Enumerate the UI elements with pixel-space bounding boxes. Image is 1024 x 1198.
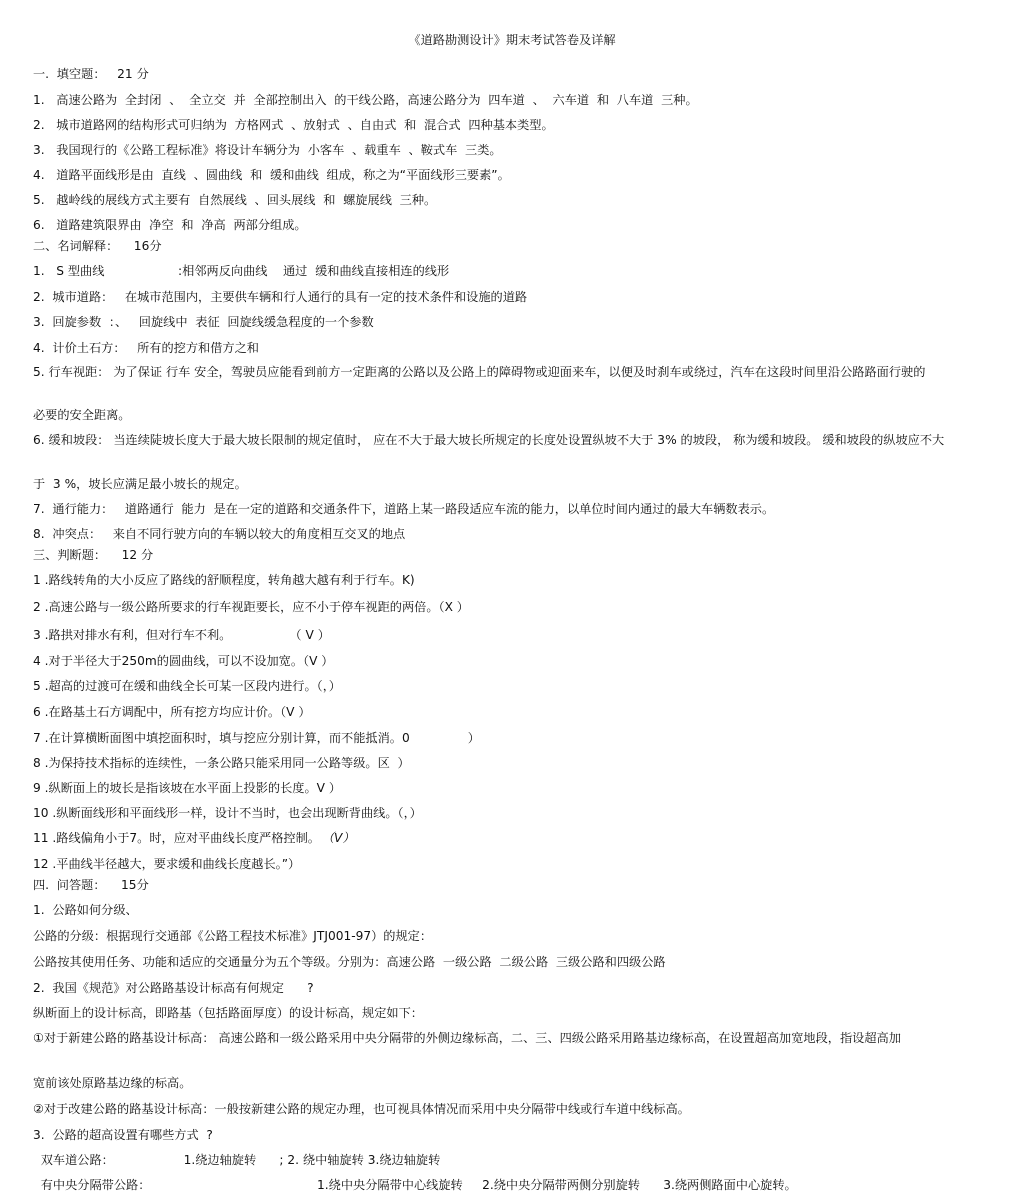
section-fill-blank-heading: 一. 填空题： 21 分 bbox=[33, 67, 149, 81]
qa-answer: 公路的分级：根据现行交通部《公路工程技术标准》JTJ001-97）的规定： bbox=[33, 929, 433, 943]
term-item: 2. 城市道路： 在城市范围内，主要供车辆和行人通行的具有一定的技术条件和设施的道路 bbox=[33, 290, 528, 304]
term-item: 4. 计价土石方： 所有的挖方和借方之和 bbox=[33, 341, 259, 355]
qa-answer-continued: 宽前该处原路基边缘的标高。 bbox=[33, 1076, 192, 1090]
page-title: 《道路勘测设计》期末考试答卷及详解 bbox=[408, 33, 616, 47]
judgement-item: 2 .高速公路与一级公路所要求的行车视距要长，应不小于停车视距的两倍。（X ） bbox=[33, 600, 469, 614]
term-item: 7. 通行能力： 道路通行 能力 是在一定的道路和交通条件下，道路上某一路段适应车流的能力，以单位时间内通过的最大车辆数表示。 bbox=[33, 502, 775, 516]
judgement-item: 1 .路线转角的大小反应了路线的舒顺程度，转角越大越有利于行车。K) bbox=[33, 573, 415, 587]
section-qa-heading: 四. 问答题： 15分 bbox=[33, 878, 149, 892]
judgement-text: 11 .路线偏角小于7。时，应对平曲线长度严格控制。 bbox=[33, 831, 320, 845]
section-terms-heading: 二、名词解释： 16分 bbox=[33, 239, 162, 253]
judgement-item: 8 .为保持技术指标的连续性，一条公路只能采用同一公路等级。区 ） bbox=[33, 756, 410, 770]
judgement-item: 4 .对于半径大于250m的圆曲线，可以不设加宽。（V ） bbox=[33, 654, 334, 668]
fill-blank-item: 4. 道路平面线形是由 直线 、圆曲线 和 缓和曲线 组成，称之为“平面线形三要素”。 bbox=[33, 168, 510, 182]
judgement-item: 3 .路拱对排水有利，但对行车不利。 （ V ） bbox=[33, 628, 330, 642]
qa-question: 2. 我国《规范》对公路路基设计标高有何规定 ? bbox=[33, 981, 314, 995]
term-item-continued: 于 3 %，坡长应满足最小坡长的规定。 bbox=[33, 477, 247, 491]
fill-blank-item: 6. 道路建筑限界由 净空 和 净高 两部分组成。 bbox=[33, 218, 307, 232]
judgement-item: 7 .在计算横断面图中填挖面积时，填与挖应分别计算，而不能抵消。0 ） bbox=[33, 731, 480, 745]
fill-blank-item: 3. 我国现行的《公路工程标准》将设计车辆分为 小客车 、载重车 、鞍式车 三类。 bbox=[33, 143, 502, 157]
fill-blank-item: 2. 城市道路网的结构形式可归纳为 方格网式 、放射式 、自由式 和 混合式 四种基本类型。 bbox=[33, 118, 554, 132]
qa-question: 3. 公路的超高设置有哪些方式 ? bbox=[33, 1128, 213, 1142]
judgement-item: 6 .在路基土石方调配中，所有挖方均应计价。（V ） bbox=[33, 705, 311, 719]
term-item: 5. 行车视距： 为了保证 行车 安全，驾驶员应能看到前方一定距离的公路以及公路上的障碍物或迎面来车，以便及时刹车或绕过，汽车在这段时间里沿公路路面行驶的 bbox=[33, 365, 926, 379]
term-item-continued: 必要的安全距离。 bbox=[33, 408, 131, 422]
judgement-item bbox=[33, 831, 355, 845]
judgement-item: 9 .纵断面上的坡长是指该坡在水平面上投影的长度。V ） bbox=[33, 781, 342, 795]
fill-blank-item: 5. 越岭线的展线方式主要有 自然展线 、回头展线 和 螺旋展线 三种。 bbox=[33, 193, 437, 207]
term-item: 1. S 型曲线 :相邻两反向曲线 通过 缓和曲线直接相连的线形 bbox=[33, 264, 450, 278]
term-item: 3. 回旋参数 ：、 回旋线中 表征 回旋线缓急程度的一个参数 bbox=[33, 315, 374, 329]
qa-answer: 纵断面上的设计标高，即路基（包括路面厚度）的设计标高，规定如下： bbox=[33, 1006, 423, 1020]
term-item: 8. 冲突点： 来自不同行驶方向的车辆以较大的角度相互交叉的地点 bbox=[33, 527, 406, 541]
qa-question: 1. 公路如何分级、 bbox=[33, 903, 138, 917]
qa-answer: ②对于改建公路的路基设计标高：一般按新建公路的规定办理，也可视具体情况而采用中央分隔带中线或行车道中线标高。 bbox=[33, 1102, 690, 1116]
qa-answer: 有中央分隔带公路： 1.绕中央分隔带中心线旋转 2.绕中央分隔带两侧分别旋转 3.绕两侧路面中心旋转。 bbox=[33, 1178, 797, 1192]
section-judgement-heading: 三、判断题： 12 分 bbox=[33, 548, 154, 562]
qa-answer: 双车道公路： 1.绕边轴旋转 ; 2. 绕中轴旋转 3.绕边轴旋转 bbox=[33, 1153, 441, 1167]
judgement-item: 5 .超高的过渡可在缓和曲线全长可某一区段内进行。（，） bbox=[33, 679, 341, 693]
judgement-mark: （V） bbox=[327, 831, 355, 845]
qa-answer: 公路按其使用任务、功能和适应的交通量分为五个等级。分别为：高速公路 一级公路 二级公路 三级公路和四级公路 bbox=[33, 955, 666, 969]
term-item: 6. 缓和坡段： 当连续陡坡长度大于最大坡长限制的规定值时， 应在不大于最大坡长所规定的长度处设置纵坡不大于 3% 的坡段， 称为缓和坡段。 缓和坡段的纵坡应不大 bbox=[33, 433, 945, 447]
judgement-item: 12 .平曲线半径越大，要求缓和曲线长度越长。”） bbox=[33, 857, 301, 871]
qa-answer: ①对于新建公路的路基设计标高： 高速公路和一级公路采用中央分隔带的外侧边缘标高，二、三、四级公路采用路基边缘标高，在设置超高加宽地段，指设超高加 bbox=[33, 1031, 901, 1045]
fill-blank-item: 1. 高速公路为 全封闭 、 全立交 并 全部控制出入 的干线公路，高速公路分为 四车道 、 六车道 和 八车道 三种。 bbox=[33, 93, 698, 107]
judgement-item: 10 .纵断面线形和平面线形一样，设计不当时，也会出现断背曲线。（，） bbox=[33, 806, 422, 820]
